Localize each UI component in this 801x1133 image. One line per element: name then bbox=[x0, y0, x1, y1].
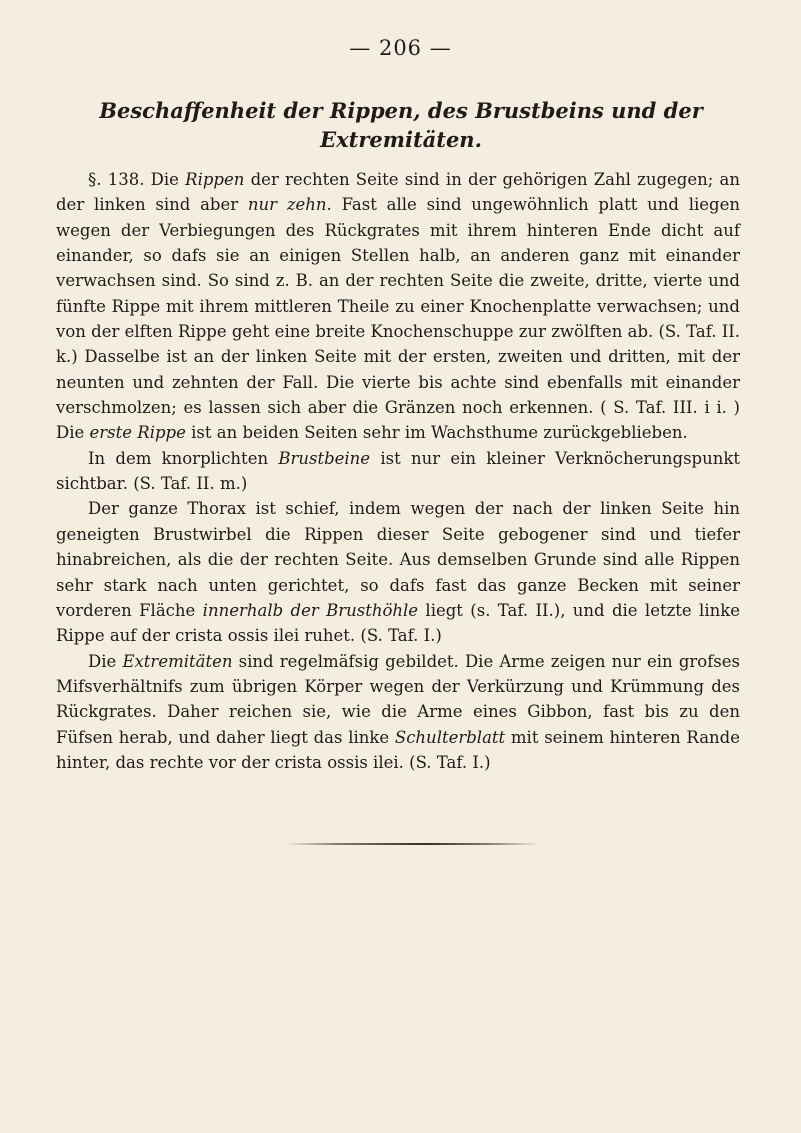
paragraph bbox=[56, 496, 740, 648]
paragraph bbox=[56, 446, 740, 497]
text-segment: ist nur ein kleiner Verknöcherungspunkt sichtbar. (S. Taf. II. m.) bbox=[56, 448, 740, 494]
text-segment: mit seinem hinteren Rande hinter, das rechte vor der crista ossis ilei. (S. Taf. I.) bbox=[56, 727, 740, 772]
text-segment: Fast alle sind ungewöhnlich platt und liegen wegen der Verbiegungen des Rückgrates mit ihrem hinteren Ende dicht auf einander, so dafs sie an einigen Stellen halb, an anderen ganz mit einander verwachsen sind. So sind z. B. an der rechten Seite die zweite, dritte, vierte und fünfte Rippe mit ihrem mittleren Theile zu einer Knochenplatte verwachsen; und von der elften Rippe geht eine breite Knochenschuppe zur zwölften ab. (S. Taf. II. k.) Dasselbe ist an der linken Seite mit der ersten, zweiten und dritten, mit der neunten und zehnten der Fall. Die vierte bis achte sind ebenfalls mit einander verschmolzen; es lassen sich aber die Gränzen noch erkennen. ( S. Taf. III. i i. ) Die bbox=[56, 195, 741, 443]
paragraph bbox=[56, 167, 740, 446]
italic-text: Rippen bbox=[185, 170, 245, 189]
section-title: Beschaffenheit der Rippen, des Brustbeins und der Extremitäten. bbox=[99, 98, 703, 152]
text-segment: der rechten Seite sind in der gehörigen Zahl zugegen; an der linken sind aber bbox=[56, 170, 740, 215]
text-segment: §. 138. Die bbox=[88, 170, 186, 189]
italic-text: innerhalb der Brusthöhle bbox=[202, 600, 419, 620]
page-number: — 206 — bbox=[349, 36, 452, 60]
italic-text: nur zehn. bbox=[247, 195, 332, 215]
italic-text: Schulterblatt bbox=[394, 727, 506, 747]
text-segment: sind regelmäfsig gebildet. Die Arme zeigen nur ein grofses Mifsverhältnifs zum übrigen Körper wegen der Verkürzung und Krümmung des Rückgrates. Daher reichen sie, wie die Arme eines Gibbon, fast bis zu den Füfsen herab, und daher liegt das linke bbox=[56, 651, 741, 747]
italic-text: erste Rippe bbox=[89, 423, 186, 443]
paragraph bbox=[56, 649, 740, 776]
decorative-rule bbox=[285, 843, 540, 845]
text-segment: ist an beiden Seiten sehr im Wachsthume zurückgeblieben. bbox=[185, 423, 688, 443]
text-segment: Die bbox=[88, 651, 123, 671]
body-text bbox=[56, 167, 740, 775]
italic-text: Extremitäten bbox=[122, 651, 233, 671]
text-segment: liegt (s. Taf. II.), und die letzte linke Rippe auf der crista ossis ilei ruhet. (S. Taf. I.) bbox=[56, 600, 740, 646]
text-segment: Der ganze Thorax ist schief, indem wegen der nach der linken Seite hin geneigten Brustwirbel die Rippen dieser Seite gebogener sind und tiefer hinabreichen, als die der rechten Seite. Aus demselben Grunde sind alle Rippen sehr stark nach unten gerichtet, so dafs fast das ganze Becken mit seiner vorderen Fläche bbox=[56, 499, 740, 620]
text-segment: In dem knorplichten bbox=[88, 448, 279, 468]
italic-text: Brustbeine bbox=[278, 448, 371, 468]
